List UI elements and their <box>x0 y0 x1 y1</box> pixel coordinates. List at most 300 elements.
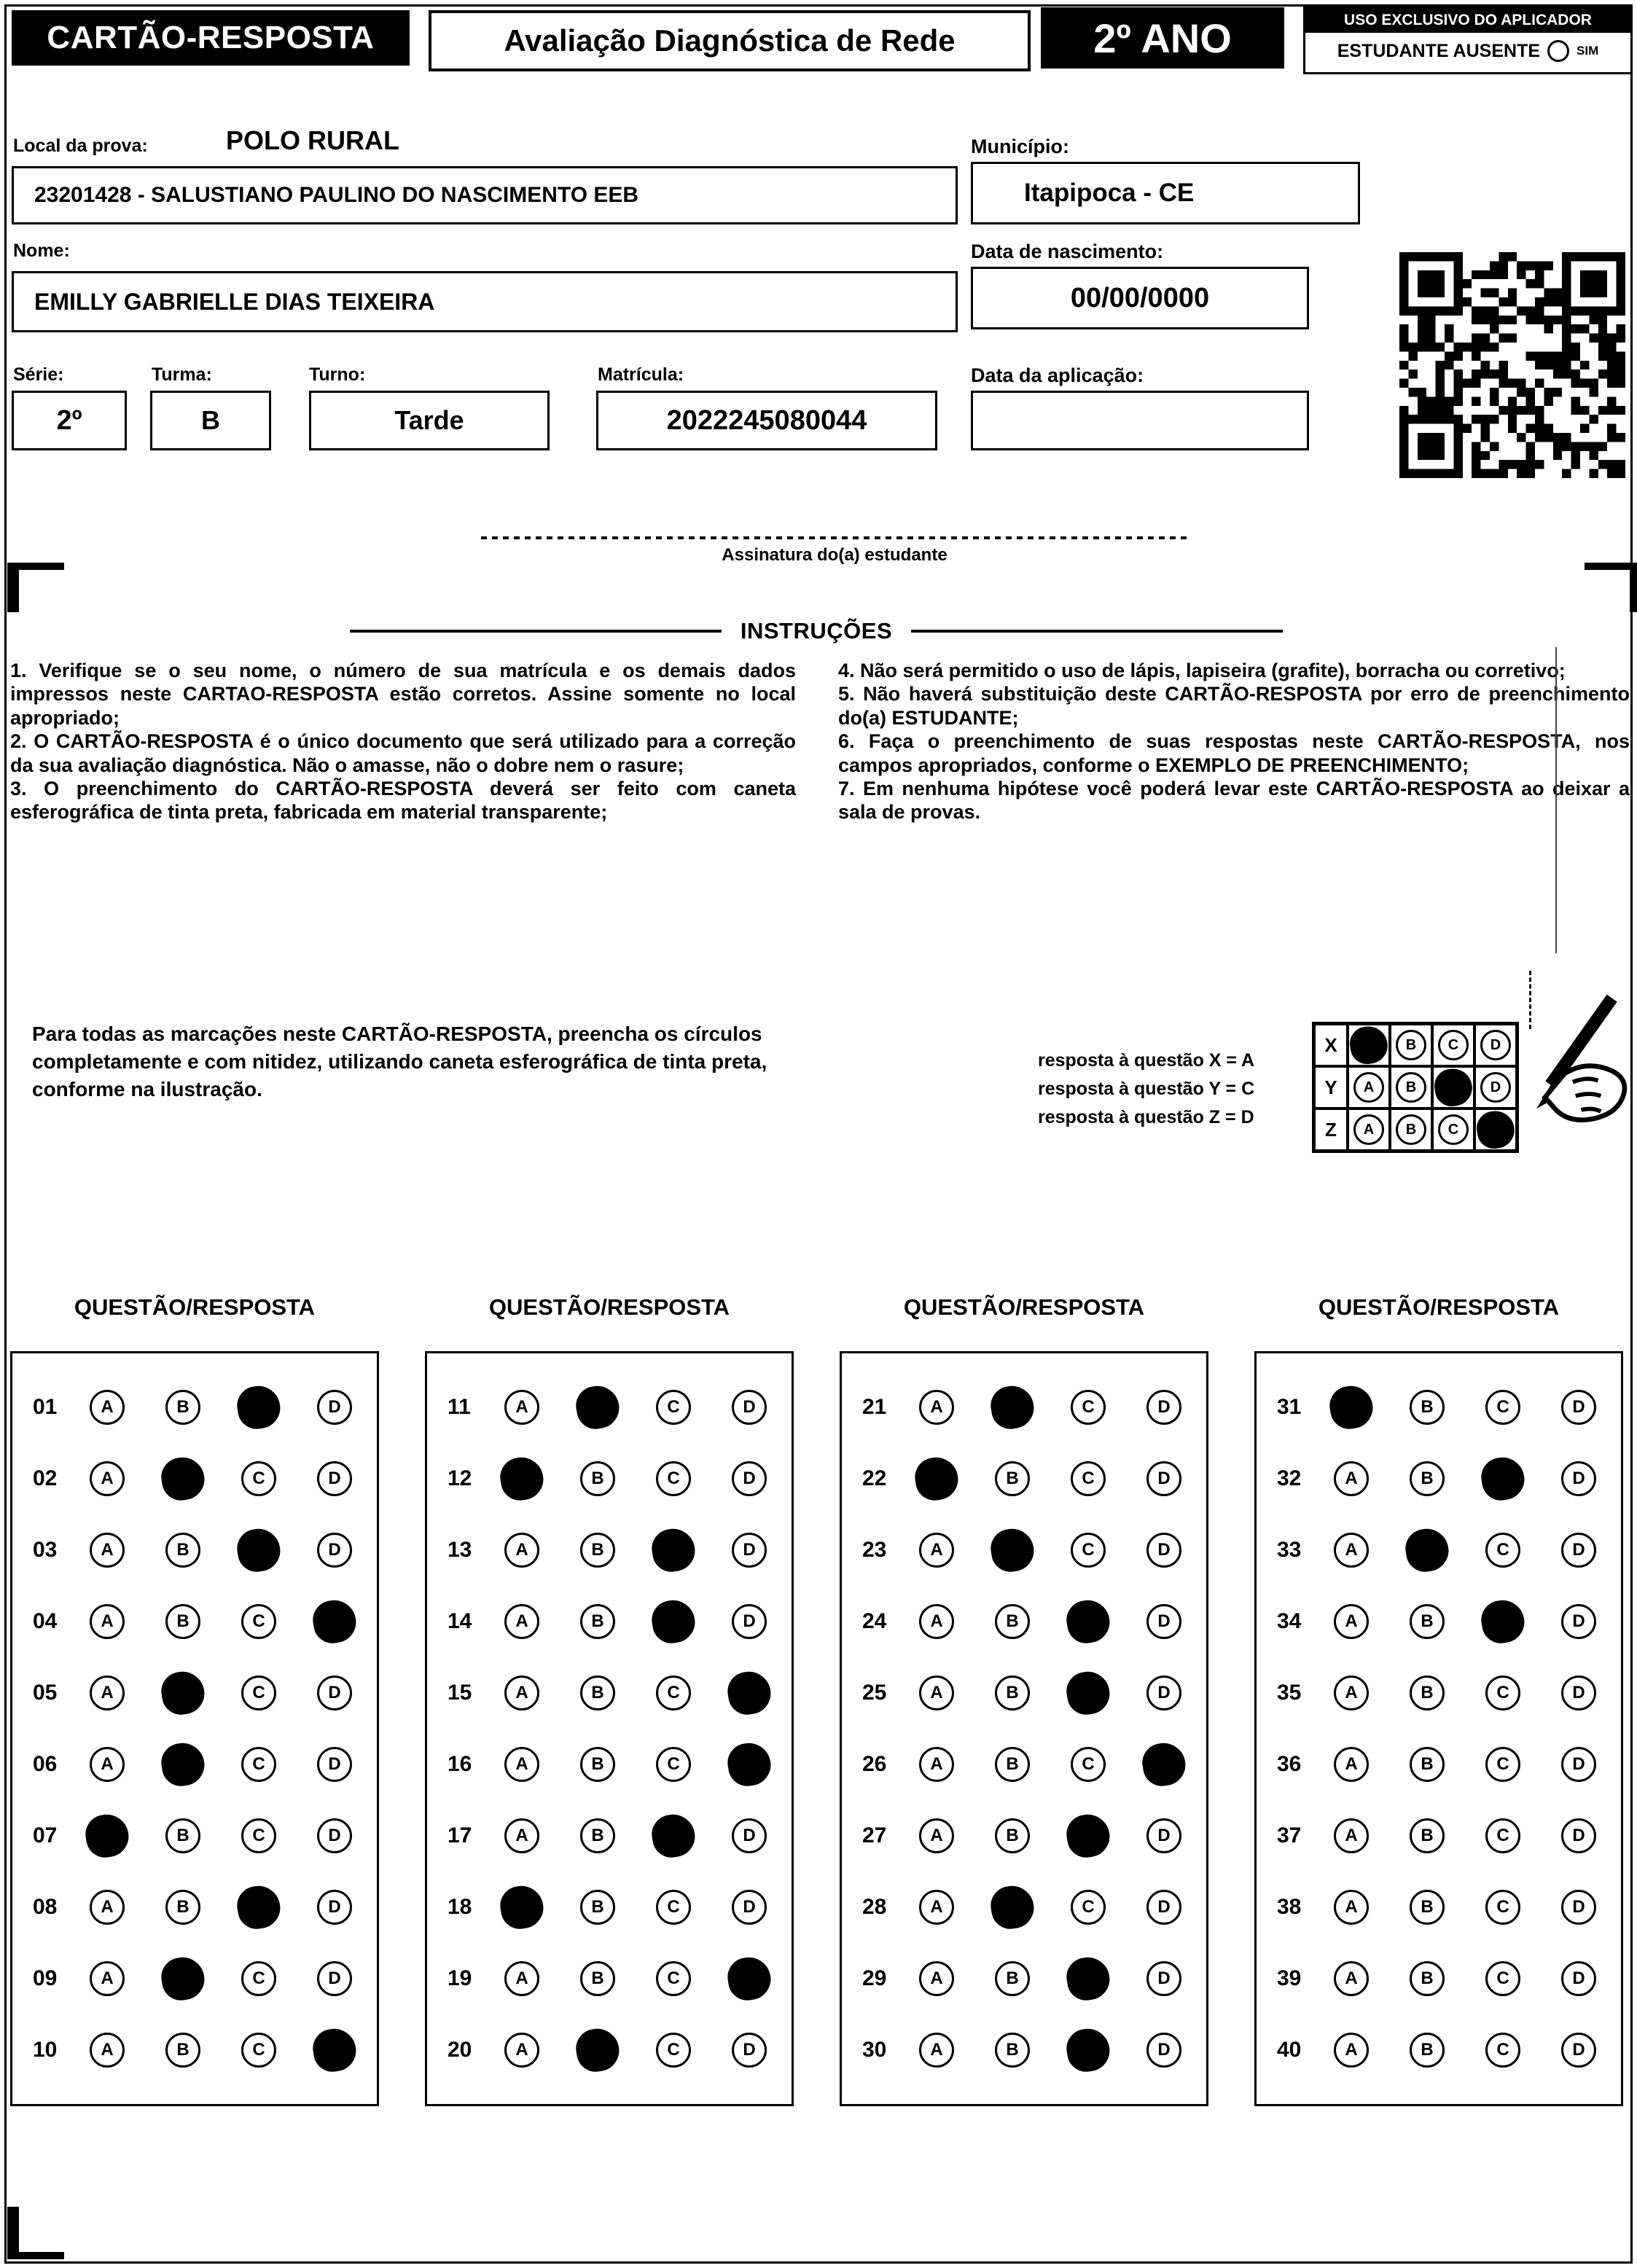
answer-options <box>1334 1390 1596 1425</box>
answer-bubble-15-C[interactable]: C <box>656 1675 691 1710</box>
question-row-18 <box>427 1890 792 1925</box>
answer-options <box>919 1533 1181 1568</box>
answer-bubble-34-D[interactable]: D <box>1561 1604 1596 1639</box>
example-bubble-X-A <box>1348 1024 1391 1067</box>
corner-mark-bottom-left <box>7 2207 64 2259</box>
answer-bubble-06-B[interactable] <box>159 1740 208 1789</box>
answer-bubble-02-A[interactable]: A <box>90 1461 125 1496</box>
answer-bubble-23-D[interactable]: D <box>1146 1533 1181 1568</box>
absent-label: ESTUDANTE AUSENTE <box>1337 40 1541 61</box>
question-row-28 <box>842 1890 1206 1925</box>
question-number: 07 <box>33 1823 58 1847</box>
answer-bubble-02-B[interactable] <box>159 1455 208 1503</box>
question-number: 19 <box>448 1966 472 1990</box>
answer-options <box>90 1461 352 1496</box>
question-number: 27 <box>862 1823 887 1847</box>
nome-label: Nome: <box>13 241 70 261</box>
question-row-30 <box>842 2033 1206 2068</box>
answer-options <box>919 1390 1181 1425</box>
example-cell <box>1432 1066 1474 1108</box>
answer-bubble-33-C[interactable]: C <box>1485 1533 1520 1568</box>
answer-bubble-40-B[interactable]: B <box>1410 2033 1445 2068</box>
answer-options <box>1334 1890 1596 1925</box>
answer-bubble-14-A[interactable]: A <box>504 1604 539 1639</box>
answer-bubble-05-B[interactable] <box>159 1669 208 1718</box>
answer-options <box>1334 2033 1596 2068</box>
answer-bubble-25-D[interactable]: D <box>1146 1675 1181 1710</box>
answer-bubble-07-A[interactable] <box>83 1812 132 1861</box>
answer-bubble-33-B[interactable] <box>1403 1526 1452 1575</box>
answer-options <box>90 2033 352 2068</box>
answer-bubble-35-A[interactable]: A <box>1334 1675 1369 1710</box>
answer-bubble-26-A[interactable]: A <box>919 1747 954 1782</box>
turno-value: Tarde <box>394 405 464 435</box>
answer-bubble-26-C[interactable]: C <box>1071 1747 1106 1782</box>
answer-bubble-17-C[interactable] <box>649 1812 698 1861</box>
example-bubble-Z-A: A <box>1353 1114 1384 1145</box>
absent-bubble[interactable] <box>1547 40 1569 62</box>
matricula-box <box>596 391 937 450</box>
question-number: 33 <box>1277 1538 1302 1562</box>
answer-bubble-16-C[interactable]: C <box>656 1747 691 1782</box>
answer-bubble-10-B[interactable]: B <box>165 2033 200 2068</box>
answer-bubble-28-C[interactable]: C <box>1071 1890 1106 1925</box>
answer-bubble-20-C[interactable]: C <box>656 2033 691 2068</box>
example-row-label: Z <box>1314 1108 1348 1151</box>
answer-options <box>504 1890 767 1925</box>
answer-bubble-32-B[interactable]: B <box>1410 1461 1445 1496</box>
turma-value: B <box>201 405 220 435</box>
question-number: 02 <box>33 1466 58 1490</box>
answer-bubble-23-A[interactable]: A <box>919 1533 954 1568</box>
answer-bubble-15-D[interactable] <box>725 1669 774 1718</box>
answer-bubble-10-C[interactable]: C <box>241 2033 276 2068</box>
answer-bubble-29-C[interactable] <box>1064 1955 1113 2003</box>
answer-bubble-33-A[interactable]: A <box>1334 1533 1369 1568</box>
answer-bubble-14-B[interactable]: B <box>580 1604 615 1639</box>
example-grid <box>1312 1022 1519 1153</box>
answer-bubble-09-C[interactable]: C <box>241 1961 276 1996</box>
answer-bubble-27-A[interactable]: A <box>919 1818 954 1853</box>
answer-bubble-06-A[interactable]: A <box>90 1747 125 1782</box>
answer-bubble-30-B[interactable]: B <box>995 2033 1030 2068</box>
answer-bubble-34-C[interactable] <box>1479 1598 1528 1646</box>
answer-bubble-29-D[interactable]: D <box>1146 1961 1181 1996</box>
answer-bubble-22-B[interactable]: B <box>995 1461 1030 1496</box>
answer-bubble-29-B[interactable]: B <box>995 1961 1030 1996</box>
answer-bubble-05-C[interactable]: C <box>241 1675 276 1710</box>
nome-box <box>12 271 958 332</box>
answer-bubble-31-C[interactable]: C <box>1485 1390 1520 1425</box>
question-number: 40 <box>1277 2038 1302 2062</box>
answer-bubble-13-B[interactable]: B <box>580 1533 615 1568</box>
question-row-02 <box>12 1461 377 1496</box>
question-row-12 <box>427 1461 792 1496</box>
answer-bubble-27-B[interactable]: B <box>995 1818 1030 1853</box>
answer-bubble-31-A[interactable] <box>1327 1383 1376 1432</box>
answer-bubble-07-D[interactable]: D <box>317 1818 352 1853</box>
answer-bubble-20-B[interactable] <box>574 2026 622 2075</box>
answer-bubble-12-B[interactable]: B <box>580 1461 615 1496</box>
example-legend-line: resposta à questão Y = C <box>1038 1078 1255 1099</box>
question-number: 14 <box>448 1609 472 1633</box>
answer-bubble-16-A[interactable]: A <box>504 1747 539 1782</box>
answer-bubble-01-D[interactable]: D <box>317 1390 352 1425</box>
divider-line <box>350 630 722 633</box>
signature-label: Assinatura do(a) estudante <box>722 545 948 565</box>
answer-bubble-36-B[interactable]: B <box>1410 1747 1445 1782</box>
answer-options <box>919 2033 1181 2068</box>
answer-bubble-01-C[interactable] <box>235 1383 284 1432</box>
instruction-item: 2. O CARTÃO-RESPOSTA é o único documento que será utilizado para a correção da sua avaliação diagnóstica. Não o amasse, não o dobre nem o rasure; <box>10 730 796 776</box>
municipio-box <box>971 162 1360 224</box>
example-bubble-Z-B: B <box>1396 1114 1426 1145</box>
answer-bubble-09-B[interactable] <box>159 1955 208 2003</box>
answer-bubble-28-B[interactable] <box>988 1883 1037 1932</box>
answer-bubble-12-C[interactable]: C <box>656 1461 691 1496</box>
question-number: 23 <box>862 1538 887 1562</box>
answer-bubble-06-C[interactable]: C <box>241 1747 276 1782</box>
answer-bubble-09-A[interactable]: A <box>90 1961 125 1996</box>
nome-value: EMILLY GABRIELLE DIAS TEIXEIRA <box>34 288 435 315</box>
answer-bubble-08-A[interactable]: A <box>90 1890 125 1925</box>
answer-bubble-37-C[interactable]: C <box>1485 1818 1520 1853</box>
answer-bubble-14-D[interactable]: D <box>732 1604 767 1639</box>
answer-bubble-13-A[interactable]: A <box>504 1533 539 1568</box>
answer-bubble-18-B[interactable]: B <box>580 1890 615 1925</box>
question-row-39 <box>1257 1961 1621 1996</box>
answer-bubble-07-C[interactable]: C <box>241 1818 276 1853</box>
answer-column-4 <box>1254 1294 1623 2106</box>
question-row-08 <box>12 1890 377 1925</box>
card-title: CARTÃO-RESPOSTA <box>12 10 410 66</box>
answer-bubble-28-D[interactable]: D <box>1146 1890 1181 1925</box>
answer-bubble-25-B[interactable]: B <box>995 1675 1030 1710</box>
question-row-03 <box>12 1533 377 1568</box>
answer-bubble-18-C[interactable]: C <box>656 1890 691 1925</box>
instruction-item: 3. O preenchimento do CARTÃO-RESPOSTA deverá ser feito com caneta esferográfica de tinta preta, fabricada em material transparente; <box>10 777 796 824</box>
local-value: POLO RURAL <box>226 125 399 155</box>
aplicacao-box[interactable] <box>971 391 1309 450</box>
answer-column-title: QUESTÃO/RESPOSTA <box>903 1294 1145 1320</box>
answer-grid <box>10 1351 379 2106</box>
answer-bubble-18-D[interactable]: D <box>732 1890 767 1925</box>
answer-bubble-21-A[interactable]: A <box>919 1390 954 1425</box>
absent-row <box>1305 33 1630 69</box>
corner-mark-top-right <box>1585 563 1637 612</box>
turma-box <box>150 391 271 450</box>
answer-bubble-19-B[interactable]: B <box>580 1961 615 1996</box>
answer-bubble-32-A[interactable]: A <box>1334 1461 1369 1496</box>
question-number: 29 <box>862 1966 887 1990</box>
answer-options <box>1334 1818 1596 1853</box>
answer-bubble-40-C[interactable]: C <box>1485 2033 1520 2068</box>
answer-bubble-08-B[interactable]: B <box>165 1890 200 1925</box>
answer-bubble-10-D[interactable] <box>310 2026 359 2075</box>
question-row-27 <box>842 1818 1206 1853</box>
answer-bubble-11-C[interactable]: C <box>656 1390 691 1425</box>
answer-options <box>919 1675 1181 1710</box>
answer-bubble-02-D[interactable]: D <box>317 1461 352 1496</box>
answer-column-title: QUESTÃO/RESPOSTA <box>74 1294 316 1320</box>
answer-bubble-04-B[interactable]: B <box>165 1604 200 1639</box>
example-cell <box>1348 1066 1390 1108</box>
answer-options <box>919 1961 1181 1996</box>
answer-bubble-18-A[interactable] <box>498 1883 547 1932</box>
answer-bubble-23-B[interactable] <box>988 1526 1037 1575</box>
answer-options <box>90 1890 352 1925</box>
question-row-16 <box>427 1747 792 1782</box>
answer-bubble-02-C[interactable]: C <box>241 1461 276 1496</box>
example-cell <box>1390 1066 1432 1108</box>
answer-bubble-03-C[interactable] <box>235 1526 284 1575</box>
question-row-21 <box>842 1390 1206 1425</box>
answer-column-2 <box>425 1294 794 2106</box>
answer-bubble-20-A[interactable]: A <box>504 2033 539 2068</box>
answer-column-title: QUESTÃO/RESPOSTA <box>1318 1294 1560 1320</box>
example-bubble-X-C: C <box>1438 1030 1469 1060</box>
nascimento-label: Data de nascimento: <box>971 241 1164 262</box>
answer-bubble-35-C[interactable]: C <box>1485 1675 1520 1710</box>
answer-bubble-04-A[interactable]: A <box>90 1604 125 1639</box>
question-number: 17 <box>448 1823 472 1847</box>
applicator-box <box>1303 6 1633 74</box>
question-row-06 <box>12 1747 377 1782</box>
instruction-item: 4. Não será permitido o uso de lápis, lapiseira (grafite), borracha ou corretivo; <box>838 660 1566 681</box>
example-row-X <box>1314 1024 1517 1066</box>
answer-bubble-39-C[interactable]: C <box>1485 1961 1520 1996</box>
answer-bubble-21-D[interactable]: D <box>1146 1390 1181 1425</box>
answer-bubble-36-D[interactable]: D <box>1561 1747 1596 1782</box>
answer-column-1 <box>10 1294 379 2106</box>
absent-option-label: SIM <box>1577 44 1599 58</box>
answer-bubble-37-B[interactable]: B <box>1410 1818 1445 1853</box>
answer-bubble-38-A[interactable]: A <box>1334 1890 1369 1925</box>
answer-options <box>1334 1747 1596 1782</box>
answer-bubble-03-A[interactable]: A <box>90 1533 125 1568</box>
answer-bubble-34-A[interactable]: A <box>1334 1604 1369 1639</box>
answer-bubble-14-C[interactable] <box>649 1598 698 1646</box>
question-number: 01 <box>33 1395 58 1419</box>
answer-bubble-38-D[interactable]: D <box>1561 1890 1596 1925</box>
answer-options <box>90 1390 352 1425</box>
question-number: 34 <box>1277 1609 1302 1633</box>
instruction-item: 7. Em nenhuma hipótese você poderá levar este CARTÃO-RESPOSTA ao deixar a sala de provas. <box>838 777 1630 824</box>
answer-bubble-22-C[interactable]: C <box>1071 1461 1106 1496</box>
example-row-label: X <box>1314 1024 1348 1066</box>
answer-bubble-08-D[interactable]: D <box>317 1890 352 1925</box>
answer-bubble-07-B[interactable]: B <box>165 1818 200 1853</box>
answer-bubble-20-D[interactable]: D <box>732 2033 767 2068</box>
answer-bubble-40-A[interactable]: A <box>1334 2033 1369 2068</box>
answer-options <box>90 1818 352 1853</box>
answer-bubble-17-A[interactable]: A <box>504 1818 539 1853</box>
instruction-item: 1. Verifique se o seu nome, o número de sua matrícula e os demais dados impressos neste CARTAO-RESPOSTA estão corretos. Assine somente no local apropriado; <box>10 660 796 729</box>
answer-bubble-17-D[interactable]: D <box>732 1818 767 1853</box>
answer-bubble-03-D[interactable]: D <box>317 1533 352 1568</box>
answer-bubble-38-B[interactable]: B <box>1410 1890 1445 1925</box>
answer-bubble-39-D[interactable]: D <box>1561 1961 1596 1996</box>
answer-bubble-04-C[interactable]: C <box>241 1604 276 1639</box>
answer-options <box>919 1604 1181 1639</box>
answer-bubble-17-B[interactable]: B <box>580 1818 615 1853</box>
answer-bubble-13-D[interactable]: D <box>732 1533 767 1568</box>
answer-bubble-11-B[interactable] <box>574 1383 622 1432</box>
answer-bubble-33-D[interactable]: D <box>1561 1533 1596 1568</box>
aplicacao-label: Data da aplicação: <box>971 364 1144 386</box>
answer-bubble-31-D[interactable]: D <box>1561 1390 1596 1425</box>
nascimento-box <box>971 267 1309 329</box>
answer-bubble-35-D[interactable]: D <box>1561 1675 1596 1710</box>
example-bubble-X-D: D <box>1480 1030 1511 1060</box>
answer-bubble-29-A[interactable]: A <box>919 1961 954 1996</box>
answer-bubble-27-C[interactable] <box>1064 1812 1113 1861</box>
answer-bubble-22-A[interactable] <box>913 1455 961 1503</box>
answer-options <box>504 2033 767 2068</box>
school-value: 23201428 - SALUSTIANO PAULINO DO NASCIMENTO EEB <box>34 183 639 207</box>
question-number: 13 <box>448 1538 472 1562</box>
answer-bubble-31-B[interactable]: B <box>1410 1390 1445 1425</box>
instructions-left <box>10 659 796 824</box>
answer-bubble-27-D[interactable]: D <box>1146 1818 1181 1853</box>
corner-mark-top-left <box>7 563 64 612</box>
answer-bubble-36-A[interactable]: A <box>1334 1747 1369 1782</box>
answer-bubble-24-C[interactable] <box>1064 1598 1113 1646</box>
answer-bubble-32-D[interactable]: D <box>1561 1461 1596 1496</box>
question-row-37 <box>1257 1818 1621 1853</box>
answer-bubble-37-D[interactable]: D <box>1561 1818 1596 1853</box>
question-number: 20 <box>448 2038 472 2062</box>
question-row-38 <box>1257 1890 1621 1925</box>
answer-bubble-23-C[interactable]: C <box>1071 1533 1106 1568</box>
instructions-title: INSTRUÇÕES <box>740 618 893 644</box>
answer-options <box>1334 1461 1596 1496</box>
answer-bubble-05-A[interactable]: A <box>90 1675 125 1710</box>
question-row-09 <box>12 1961 377 1996</box>
local-label: Local da prova: <box>13 136 148 156</box>
answer-bubble-37-A[interactable]: A <box>1334 1818 1369 1853</box>
answer-bubble-24-D[interactable]: D <box>1146 1604 1181 1639</box>
answer-bubble-25-A[interactable]: A <box>919 1675 954 1710</box>
answer-bubble-06-D[interactable]: D <box>317 1747 352 1782</box>
answer-bubble-01-B[interactable]: B <box>165 1390 200 1425</box>
example-bubble-Y-A: A <box>1353 1072 1384 1103</box>
answer-bubble-34-B[interactable]: B <box>1410 1604 1445 1639</box>
answer-bubble-12-D[interactable]: D <box>732 1461 767 1496</box>
question-row-33 <box>1257 1533 1621 1568</box>
question-number: 05 <box>33 1681 58 1705</box>
answer-bubble-05-D[interactable]: D <box>317 1675 352 1710</box>
example-cell <box>1474 1066 1517 1108</box>
answer-bubble-11-D[interactable]: D <box>732 1390 767 1425</box>
answer-options <box>504 1390 767 1425</box>
signature-line[interactable] <box>481 536 1188 539</box>
question-row-17 <box>427 1818 792 1853</box>
question-row-36 <box>1257 1747 1621 1782</box>
answer-bubble-30-C[interactable] <box>1064 2026 1113 2075</box>
answer-bubble-22-D[interactable]: D <box>1146 1461 1181 1496</box>
answer-bubble-16-D[interactable] <box>725 1740 774 1789</box>
answer-bubble-26-B[interactable]: B <box>995 1747 1030 1782</box>
answer-bubble-01-A[interactable]: A <box>90 1390 125 1425</box>
answer-bubble-15-B[interactable]: B <box>580 1675 615 1710</box>
answer-bubble-21-C[interactable]: C <box>1071 1390 1106 1425</box>
municipio-value: Itapipoca - CE <box>1024 179 1195 207</box>
question-number: 38 <box>1277 1895 1302 1919</box>
question-row-31 <box>1257 1390 1621 1425</box>
question-row-29 <box>842 1961 1206 1996</box>
question-row-01 <box>12 1390 377 1425</box>
answer-bubble-09-D[interactable]: D <box>317 1961 352 1996</box>
answer-options <box>1334 1533 1596 1568</box>
answer-bubble-40-D[interactable]: D <box>1561 2033 1596 2068</box>
question-row-11 <box>427 1390 792 1425</box>
example-cell <box>1390 1024 1432 1066</box>
answer-bubble-30-D[interactable]: D <box>1146 2033 1181 2068</box>
answer-options <box>1334 1961 1596 1996</box>
answer-options <box>90 1747 352 1782</box>
applicator-title: USO EXCLUSIVO DO APLICADOR <box>1305 8 1630 33</box>
serie-value: 2º <box>56 404 82 436</box>
answer-bubble-39-B[interactable]: B <box>1410 1961 1445 1996</box>
answer-bubble-39-A[interactable]: A <box>1334 1961 1369 1996</box>
question-number: 04 <box>33 1609 58 1633</box>
answer-bubble-04-D[interactable] <box>310 1598 359 1646</box>
answer-bubble-30-A[interactable]: A <box>919 2033 954 2068</box>
answer-bubble-19-C[interactable]: C <box>656 1961 691 1996</box>
question-number: 35 <box>1277 1681 1302 1705</box>
answer-bubble-24-A[interactable]: A <box>919 1604 954 1639</box>
question-number: 08 <box>33 1895 58 1919</box>
answer-options <box>504 1533 767 1568</box>
answer-bubble-10-A[interactable]: A <box>90 2033 125 2068</box>
question-number: 26 <box>862 1752 887 1776</box>
answer-options <box>919 1747 1181 1782</box>
answer-bubble-13-C[interactable] <box>649 1526 698 1575</box>
answer-bubble-15-A[interactable]: A <box>504 1675 539 1710</box>
answer-options <box>1334 1675 1596 1710</box>
answer-bubble-35-B[interactable]: B <box>1410 1675 1445 1710</box>
question-number: 24 <box>862 1609 887 1633</box>
question-number: 10 <box>33 2038 58 2062</box>
question-row-13 <box>427 1533 792 1568</box>
answer-bubble-16-B[interactable]: B <box>580 1747 615 1782</box>
answer-bubble-12-A[interactable] <box>498 1455 547 1503</box>
answer-bubble-36-C[interactable]: C <box>1485 1747 1520 1782</box>
answer-bubble-21-B[interactable] <box>988 1383 1037 1432</box>
answer-bubble-26-D[interactable] <box>1140 1740 1189 1789</box>
answer-bubble-38-C[interactable]: C <box>1485 1890 1520 1925</box>
answer-options <box>504 1818 767 1853</box>
answer-bubble-11-A[interactable]: A <box>504 1390 539 1425</box>
answer-bubble-28-A[interactable]: A <box>919 1890 954 1925</box>
example-legend-line: resposta à questão Z = D <box>1038 1106 1254 1127</box>
question-row-14 <box>427 1604 792 1639</box>
question-number: 06 <box>33 1752 58 1776</box>
answer-bubble-24-B[interactable]: B <box>995 1604 1030 1639</box>
answer-bubble-32-C[interactable] <box>1479 1455 1528 1503</box>
question-number: 03 <box>33 1538 58 1562</box>
answer-bubble-08-C[interactable] <box>235 1883 284 1932</box>
answer-bubble-03-B[interactable]: B <box>165 1533 200 1568</box>
example-bubble-Z-C: C <box>1438 1114 1469 1145</box>
answer-bubble-19-D[interactable] <box>725 1955 774 2003</box>
example-bubble-Y-B: B <box>1396 1072 1426 1103</box>
answer-bubble-19-A[interactable]: A <box>504 1961 539 1996</box>
question-number: 31 <box>1277 1395 1302 1419</box>
question-number: 12 <box>448 1466 472 1490</box>
answer-bubble-25-C[interactable] <box>1064 1669 1113 1718</box>
